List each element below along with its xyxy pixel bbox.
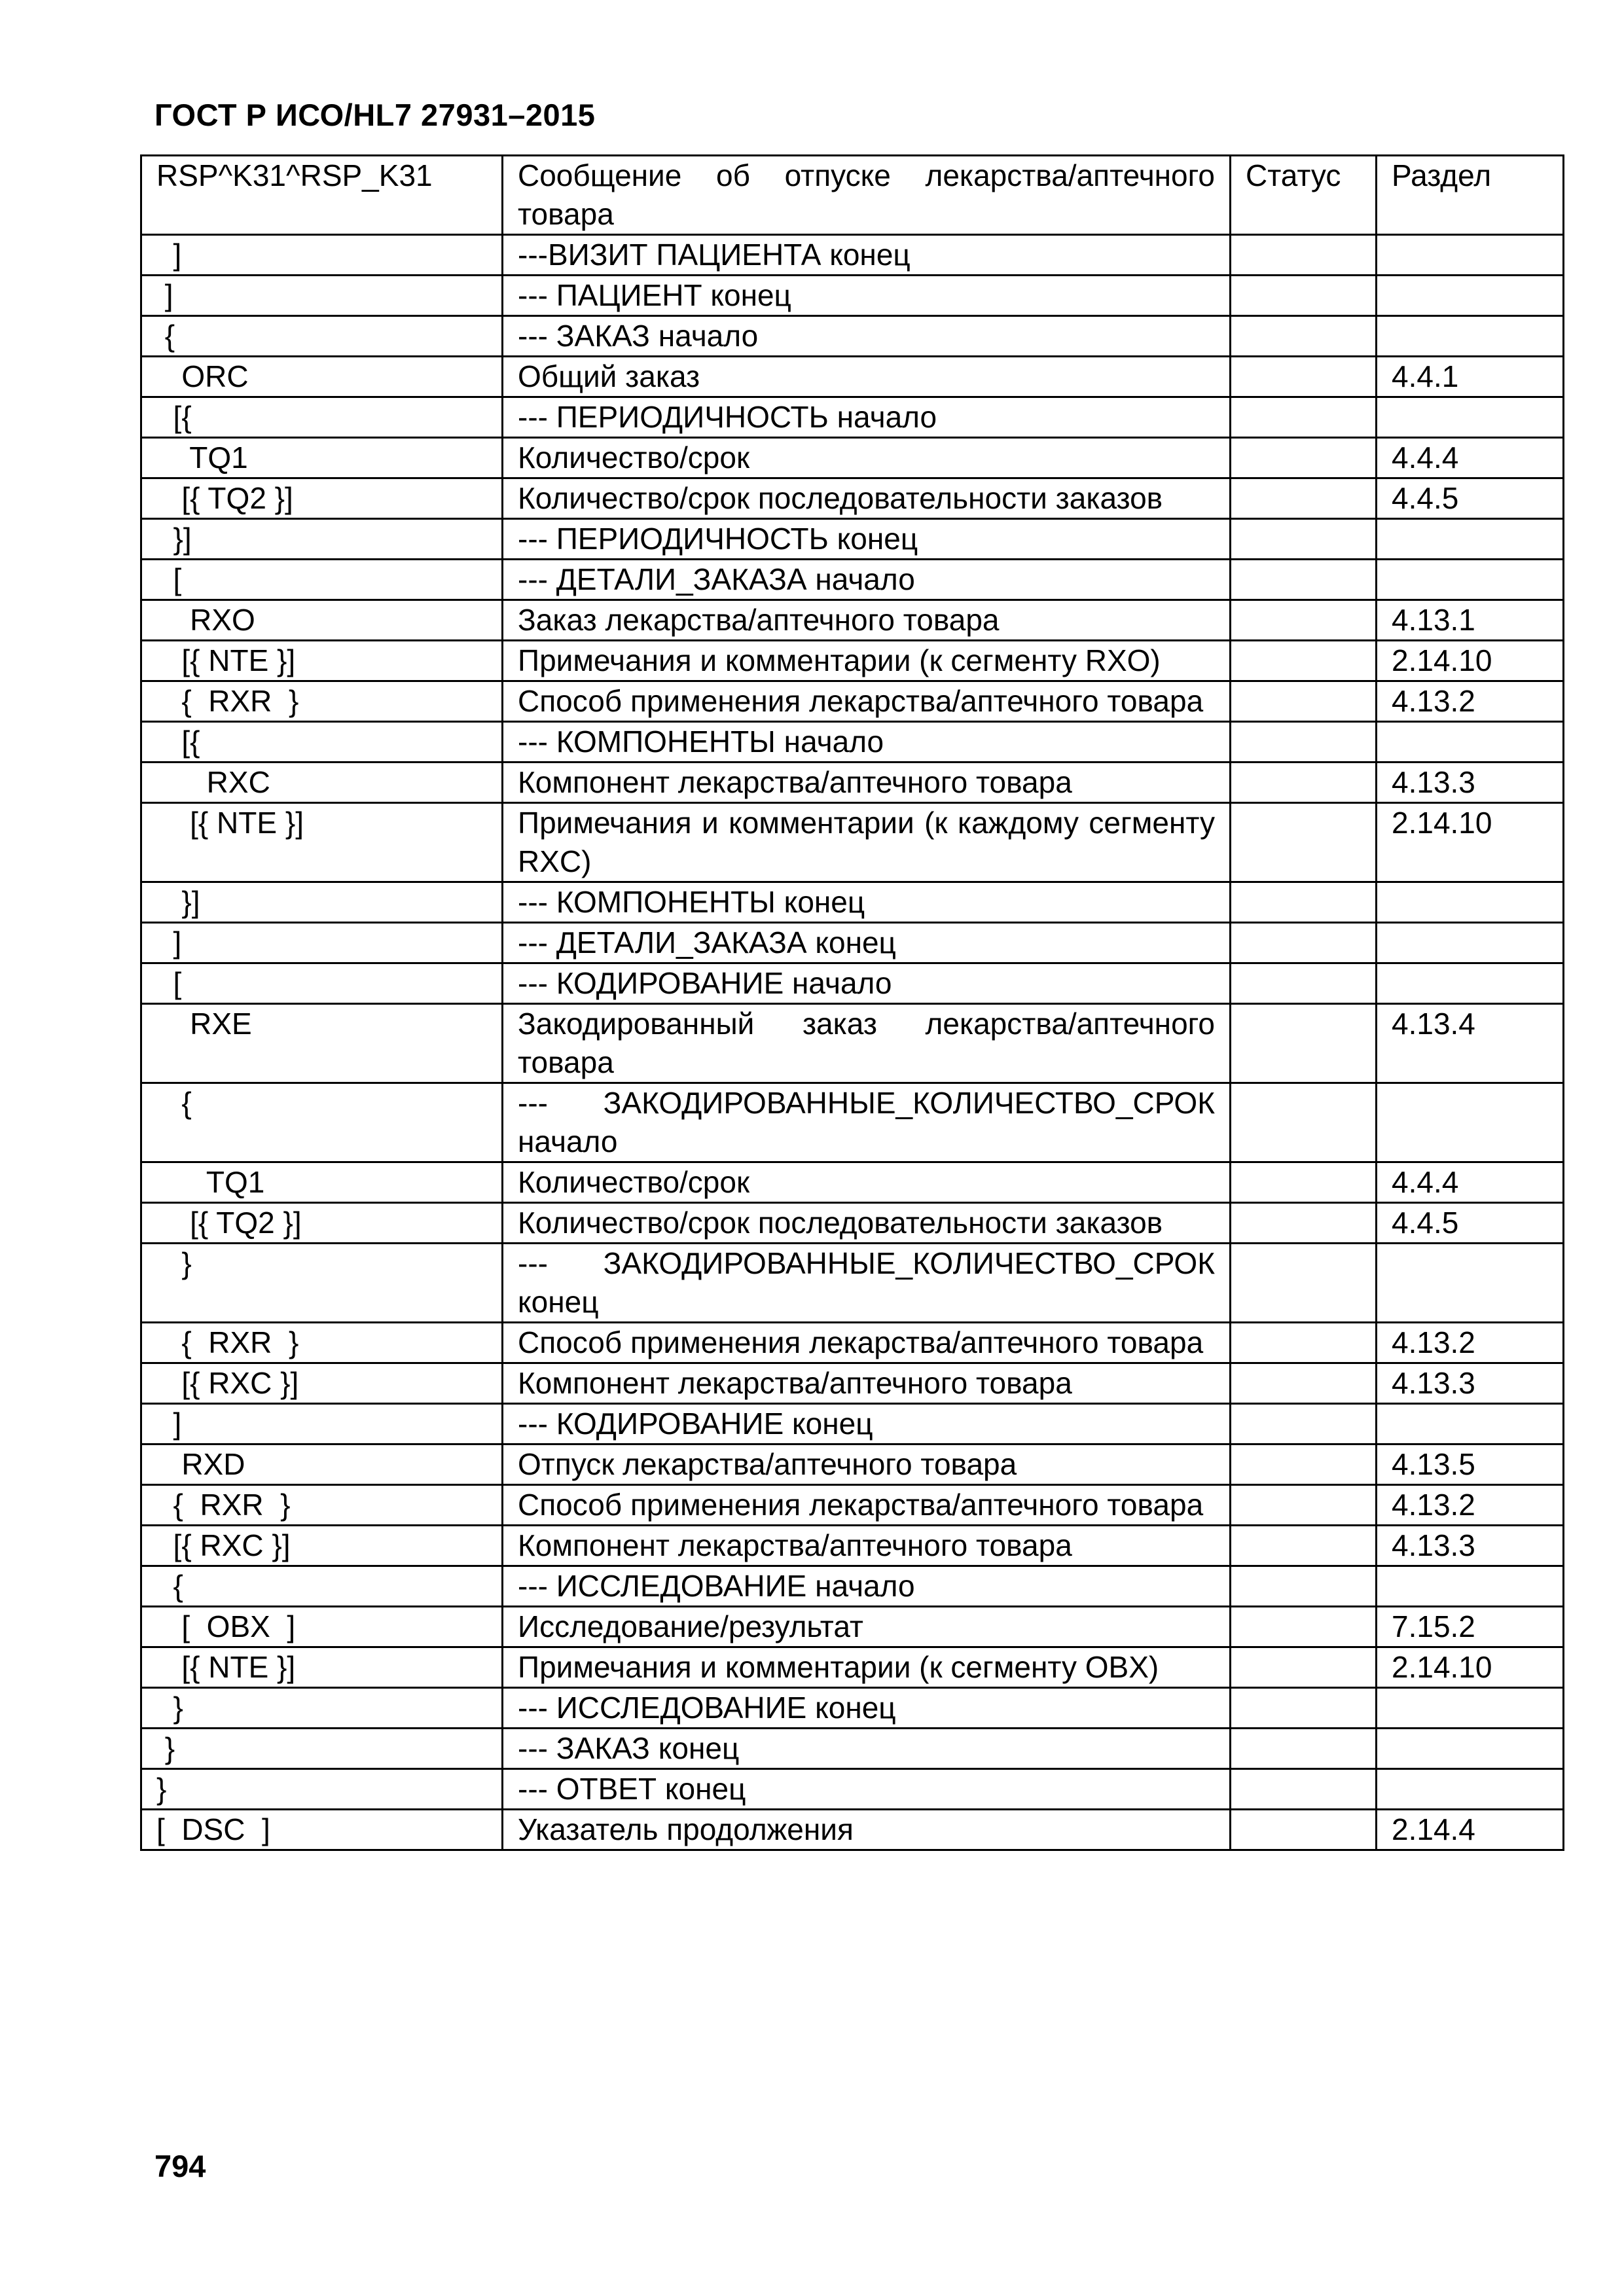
- segment-cell: }]: [141, 519, 503, 560]
- segment-cell: RXO: [141, 600, 503, 641]
- table-row: [141, 963, 1564, 1004]
- section-cell: 2.14.10: [1377, 641, 1564, 681]
- description-cell: --- ПЕРИОДИЧНОСТЬ конец: [503, 519, 1231, 560]
- header-message-type: RSP^K31^RSP_K31: [141, 156, 503, 235]
- status-cell: [1231, 560, 1377, 600]
- status-cell: [1231, 1688, 1377, 1729]
- segment-cell: }: [141, 1729, 503, 1769]
- table-row: [141, 438, 1564, 478]
- section-cell: 2.14.10: [1377, 803, 1564, 882]
- section-cell: 4.4.4: [1377, 438, 1564, 478]
- status-cell: [1231, 438, 1377, 478]
- segment-cell: { RXR }: [141, 1323, 503, 1363]
- table-row: [141, 1810, 1564, 1850]
- table-row: [141, 1526, 1564, 1566]
- segment-cell: }: [141, 1769, 503, 1810]
- segment-cell: TQ1: [141, 438, 503, 478]
- section-cell: [1377, 882, 1564, 923]
- status-cell: [1231, 681, 1377, 722]
- description-cell: ---ВИЗИТ ПАЦИЕНТА конец: [503, 235, 1231, 276]
- description-cell: --- ОТВЕТ конец: [503, 1769, 1231, 1810]
- section-cell: 4.13.2: [1377, 1485, 1564, 1526]
- status-cell: [1231, 1404, 1377, 1444]
- description-cell: Способ применения лекарства/аптечного товара: [503, 1485, 1231, 1526]
- description-cell: Компонент лекарства/аптечного товара: [503, 1526, 1231, 1566]
- description-cell: Отпуск лекарства/аптечного товара: [503, 1444, 1231, 1485]
- description-cell: Количество/срок: [503, 438, 1231, 478]
- description-cell: --- ЗАКАЗ конец: [503, 1729, 1231, 1769]
- status-cell: [1231, 1485, 1377, 1526]
- table-row: [141, 1323, 1564, 1363]
- status-cell: [1231, 1363, 1377, 1404]
- description-cell: --- ПАЦИЕНТ конец: [503, 276, 1231, 316]
- description-cell: --- ДЕТАЛИ_ЗАКАЗА начало: [503, 560, 1231, 600]
- segment-cell: [: [141, 963, 503, 1004]
- section-cell: 4.13.2: [1377, 1323, 1564, 1363]
- description-cell: Способ применения лекарства/аптечного товара: [503, 1323, 1231, 1363]
- description-cell: --- ИССЛЕДОВАНИЕ начало: [503, 1566, 1231, 1607]
- description-cell: Компонент лекарства/аптечного товара: [503, 1363, 1231, 1404]
- description-cell: Заказ лекарства/аптечного товара: [503, 600, 1231, 641]
- table-row: [141, 1363, 1564, 1404]
- table-header-row: [141, 156, 1564, 235]
- section-cell: [1377, 963, 1564, 1004]
- table-row: [141, 1004, 1564, 1083]
- table-row: [141, 397, 1564, 438]
- table-row: [141, 1444, 1564, 1485]
- message-structure-table: [140, 154, 1564, 1851]
- section-cell: 4.4.5: [1377, 478, 1564, 519]
- table-row: [141, 1566, 1564, 1607]
- table-row: [141, 1485, 1564, 1526]
- table-row: [141, 641, 1564, 681]
- segment-cell: [{: [141, 722, 503, 762]
- status-cell: [1231, 519, 1377, 560]
- status-cell: [1231, 357, 1377, 397]
- description-cell: Общий заказ: [503, 357, 1231, 397]
- description-cell: Указатель продолжения: [503, 1810, 1231, 1850]
- section-cell: [1377, 1566, 1564, 1607]
- description-cell: Количество/срок последовательности заказов: [503, 1203, 1231, 1244]
- table-row: [141, 1162, 1564, 1203]
- page-number: 794: [154, 2149, 206, 2183]
- segment-cell: [{ NTE }]: [141, 641, 503, 681]
- description-cell: Закодированный заказ лекарства/аптечного товара: [503, 1004, 1231, 1083]
- table-row: [141, 1607, 1564, 1647]
- status-cell: [1231, 600, 1377, 641]
- description-cell: --- ЗАКОДИРОВАННЫЕ_КОЛИЧЕСТВО_СРОК конец: [503, 1244, 1231, 1323]
- table-row: [141, 803, 1564, 882]
- description-cell: --- ЗАКАЗ начало: [503, 316, 1231, 357]
- description-cell: --- КОДИРОВАНИЕ начало: [503, 963, 1231, 1004]
- description-cell: Примечания и комментарии (к сегменту RXO): [503, 641, 1231, 681]
- section-cell: 4.13.2: [1377, 681, 1564, 722]
- segment-cell: [ DSC ]: [141, 1810, 503, 1850]
- table-row: [141, 276, 1564, 316]
- status-cell: [1231, 1647, 1377, 1688]
- description-cell: --- ДЕТАЛИ_ЗАКАЗА конец: [503, 923, 1231, 963]
- section-cell: [1377, 1083, 1564, 1162]
- segment-cell: ORC: [141, 357, 503, 397]
- section-cell: 4.13.4: [1377, 1004, 1564, 1083]
- table-row: [141, 357, 1564, 397]
- status-cell: [1231, 1323, 1377, 1363]
- description-cell: --- КОМПОНЕНТЫ конец: [503, 882, 1231, 923]
- table-row: [141, 519, 1564, 560]
- segment-cell: [{ NTE }]: [141, 803, 503, 882]
- section-cell: [1377, 923, 1564, 963]
- section-cell: [1377, 722, 1564, 762]
- section-cell: 2.14.4: [1377, 1810, 1564, 1850]
- description-cell: --- КОМПОНЕНТЫ начало: [503, 722, 1231, 762]
- status-cell: [1231, 882, 1377, 923]
- description-cell: Исследование/результат: [503, 1607, 1231, 1647]
- status-cell: [1231, 1729, 1377, 1769]
- table-row: [141, 1203, 1564, 1244]
- section-cell: [1377, 235, 1564, 276]
- table-row: [141, 1647, 1564, 1688]
- status-cell: [1231, 1526, 1377, 1566]
- status-cell: [1231, 397, 1377, 438]
- table-row: [141, 722, 1564, 762]
- segment-cell: [: [141, 560, 503, 600]
- table-row: [141, 762, 1564, 803]
- status-cell: [1231, 963, 1377, 1004]
- status-cell: [1231, 1244, 1377, 1323]
- segment-cell: [{ RXC }]: [141, 1526, 503, 1566]
- status-cell: [1231, 1769, 1377, 1810]
- status-cell: [1231, 722, 1377, 762]
- table-row: [141, 560, 1564, 600]
- section-cell: [1377, 316, 1564, 357]
- description-cell: Количество/срок последовательности заказов: [503, 478, 1231, 519]
- section-cell: 4.13.1: [1377, 600, 1564, 641]
- segment-cell: ]: [141, 923, 503, 963]
- segment-cell: }]: [141, 882, 503, 923]
- description-cell: --- ИССЛЕДОВАНИЕ конец: [503, 1688, 1231, 1729]
- section-cell: [1377, 276, 1564, 316]
- status-cell: [1231, 1004, 1377, 1083]
- segment-cell: [{ TQ2 }]: [141, 478, 503, 519]
- table-row: [141, 1688, 1564, 1729]
- section-cell: 7.15.2: [1377, 1607, 1564, 1647]
- section-cell: 2.14.10: [1377, 1647, 1564, 1688]
- table-row: [141, 681, 1564, 722]
- description-cell: Способ применения лекарства/аптечного товара: [503, 681, 1231, 722]
- section-cell: 4.13.3: [1377, 1526, 1564, 1566]
- segment-cell: [{ TQ2 }]: [141, 1203, 503, 1244]
- section-cell: [1377, 1688, 1564, 1729]
- status-cell: [1231, 316, 1377, 357]
- status-cell: [1231, 1566, 1377, 1607]
- segment-cell: RXE: [141, 1004, 503, 1083]
- section-cell: 4.4.4: [1377, 1162, 1564, 1203]
- description-cell: Примечания и комментарии (к сегменту OBX): [503, 1647, 1231, 1688]
- status-cell: [1231, 1810, 1377, 1850]
- table-row: [141, 882, 1564, 923]
- section-cell: 4.13.3: [1377, 762, 1564, 803]
- status-cell: [1231, 1444, 1377, 1485]
- status-cell: [1231, 803, 1377, 882]
- table-row: [141, 1729, 1564, 1769]
- segment-cell: {: [141, 1083, 503, 1162]
- table-row: [141, 235, 1564, 276]
- segment-cell: ]: [141, 1404, 503, 1444]
- segment-cell: { RXR }: [141, 1485, 503, 1526]
- table-row: [141, 1404, 1564, 1444]
- status-cell: [1231, 276, 1377, 316]
- segment-cell: RXD: [141, 1444, 503, 1485]
- description-cell: Количество/срок: [503, 1162, 1231, 1203]
- status-cell: [1231, 1203, 1377, 1244]
- header-status: Статус: [1231, 156, 1377, 235]
- status-cell: [1231, 762, 1377, 803]
- segment-cell: TQ1: [141, 1162, 503, 1203]
- status-cell: [1231, 641, 1377, 681]
- section-cell: [1377, 519, 1564, 560]
- header-section: Раздел: [1377, 156, 1564, 235]
- status-cell: [1231, 1607, 1377, 1647]
- description-cell: --- ЗАКОДИРОВАННЫЕ_КОЛИЧЕСТВО_СРОК начало: [503, 1083, 1231, 1162]
- section-cell: [1377, 560, 1564, 600]
- segment-cell: {: [141, 316, 503, 357]
- segment-cell: [{ NTE }]: [141, 1647, 503, 1688]
- table-row: [141, 1769, 1564, 1810]
- segment-cell: ]: [141, 276, 503, 316]
- table-row: [141, 1244, 1564, 1323]
- document-header: ГОСТ Р ИСО/HL7 27931–2015: [154, 98, 596, 132]
- description-cell: --- ПЕРИОДИЧНОСТЬ начало: [503, 397, 1231, 438]
- section-cell: 4.13.5: [1377, 1444, 1564, 1485]
- description-cell: --- КОДИРОВАНИЕ конец: [503, 1404, 1231, 1444]
- description-cell: Компонент лекарства/аптечного товара: [503, 762, 1231, 803]
- table-row: [141, 478, 1564, 519]
- status-cell: [1231, 1083, 1377, 1162]
- section-cell: [1377, 1244, 1564, 1323]
- status-cell: [1231, 478, 1377, 519]
- segment-cell: { RXR }: [141, 681, 503, 722]
- header-description: Сообщение об отпуске лекарства/аптечного товара: [503, 156, 1231, 235]
- section-cell: [1377, 397, 1564, 438]
- segment-cell: }: [141, 1244, 503, 1323]
- segment-cell: [{ RXC }]: [141, 1363, 503, 1404]
- segment-cell: RXC: [141, 762, 503, 803]
- status-cell: [1231, 1162, 1377, 1203]
- description-cell: Примечания и комментарии (к каждому сегменту RXC): [503, 803, 1231, 882]
- table-row: [141, 923, 1564, 963]
- table-row: [141, 316, 1564, 357]
- segment-cell: {: [141, 1566, 503, 1607]
- section-cell: 4.4.5: [1377, 1203, 1564, 1244]
- segment-cell: }: [141, 1688, 503, 1729]
- status-cell: [1231, 235, 1377, 276]
- status-cell: [1231, 923, 1377, 963]
- segment-cell: [{: [141, 397, 503, 438]
- table-row: [141, 600, 1564, 641]
- section-cell: 4.4.1: [1377, 357, 1564, 397]
- table-row: [141, 1083, 1564, 1162]
- section-cell: [1377, 1729, 1564, 1769]
- segment-cell: ]: [141, 235, 503, 276]
- section-cell: [1377, 1769, 1564, 1810]
- section-cell: [1377, 1404, 1564, 1444]
- section-cell: 4.13.3: [1377, 1363, 1564, 1404]
- segment-cell: [ OBX ]: [141, 1607, 503, 1647]
